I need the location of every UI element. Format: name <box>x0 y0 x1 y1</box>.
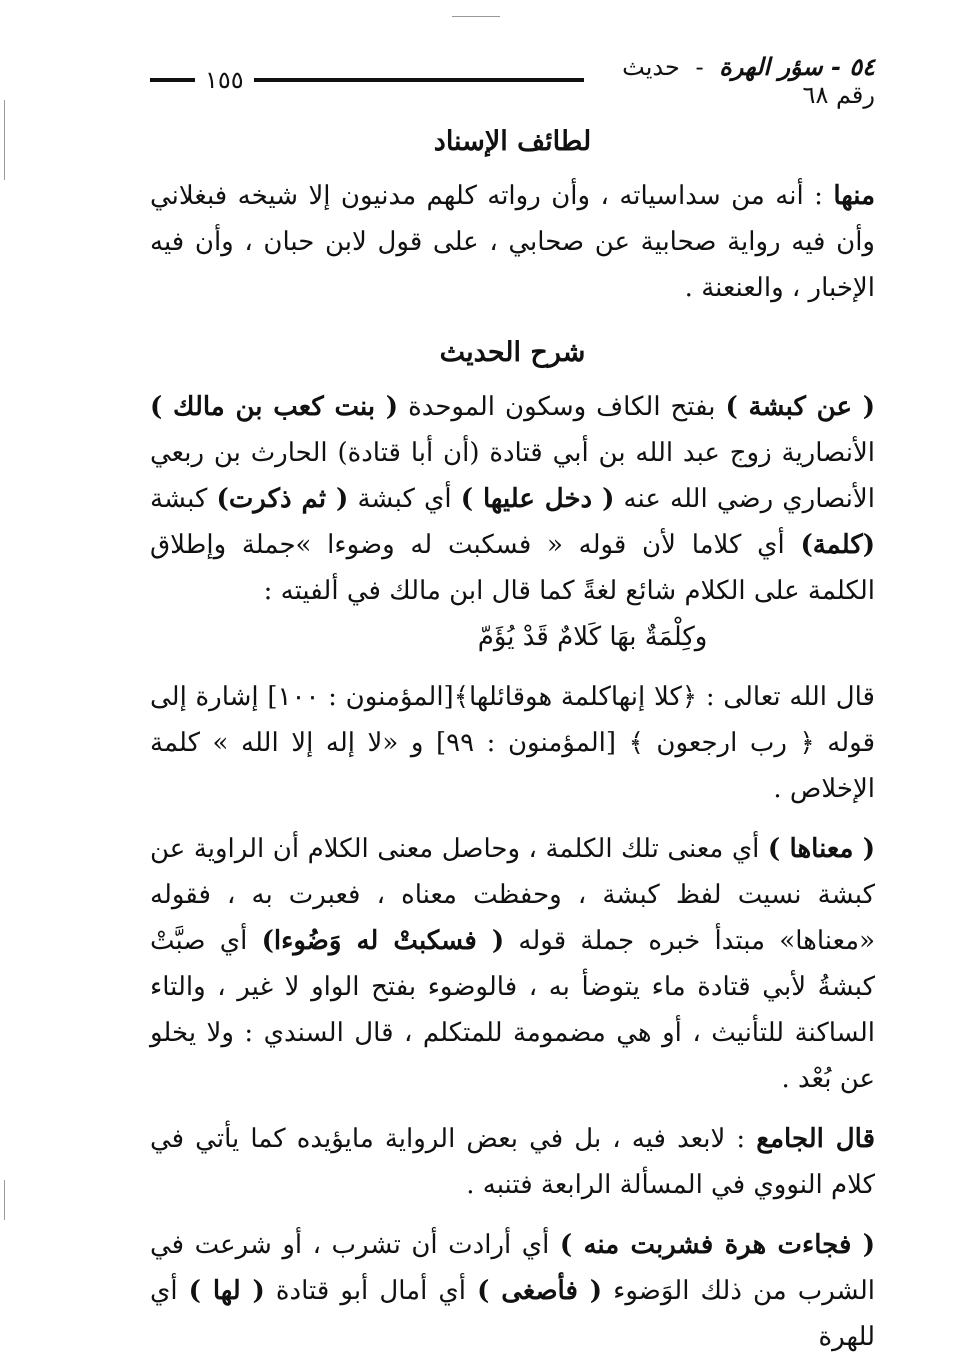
book-page <box>150 51 876 1360</box>
text-run: الحارث بن ربعي الأنصاري رضي الله عنه <box>150 438 875 514</box>
scan-mark-left <box>4 100 5 180</box>
text-run: أي للهرة <box>150 1276 875 1352</box>
hadith-number: حديث رقم ٦٨ <box>622 52 875 109</box>
bold-term: ( فجاءت هرة فشربت منه ) <box>559 1230 876 1260</box>
paragraph-4 <box>150 1116 875 1208</box>
bold-term: ( فسكبتْ له وَضُوءا) <box>261 926 505 956</box>
sharh-heading: شرح الحديث <box>439 337 586 368</box>
header-separator: - <box>695 52 704 81</box>
text-run: (أن أبا قتادة) <box>337 438 480 468</box>
page-number: ١٥٥ <box>205 66 244 94</box>
isnad-text: : أنه من سداسياته ، وأن رواته كلهم مدنيون إلا شيخه فبغلاني وأن فيه رواية صحابية عن صحابي ، على قول لابن حبان ، وأن فيه الإخبار ، والعنعنة . <box>150 181 875 303</box>
bold-term: ( معناها ) <box>767 834 875 864</box>
text-run: أي أمال أبو قتادة <box>264 1276 478 1306</box>
text-run: أي كلاما لأن قوله « فسكبت له وضوءا »جملة وإطلاق الكلمة على الكلام شائع لغةً كما قال ابن مالك في ألفيته : <box>150 530 875 606</box>
running-header <box>150 51 875 109</box>
poetry-verse: وكِلْمَةٌ بهَا كَلامٌ قَدْ يُؤَمّ <box>477 622 708 652</box>
bold-term: ( بنت كعب بن مالك ) <box>150 392 399 422</box>
rule-right <box>254 78 584 82</box>
bold-term: ( ثم ذكرت) <box>216 484 349 514</box>
chapter-title: ٥٤ - سؤر الهرة <box>719 51 875 81</box>
text-run: أي كبشة <box>348 484 461 514</box>
scan-mark-top <box>452 16 500 17</box>
isnad-label: منها <box>833 181 875 211</box>
paragraph-1 <box>150 384 875 614</box>
isnad-heading: لطائف الإسناد <box>433 126 592 157</box>
text-run: الأنصارية زوج عبد الله بن أبي قتادة <box>479 438 875 468</box>
paragraph-2: قال الله تعالى : ﴿كلا إنهاكلمة هوقائلها﴾[المؤمنون : ١٠٠] إشارة إلى قوله ﴿ رب ارجعون ﴾ [المؤمنون : ٩٩] و «لا إله إلا الله » كلمة الإخلاص . <box>150 682 875 804</box>
scan-mark-left-bottom <box>4 1180 5 1220</box>
bold-term: قال الجامع <box>756 1124 875 1154</box>
text-run: أي صبَّتْ كبشةُ لأبي قتادة ماء يتوضأ به ، فالوضوء بفتح الواو لا غير ، والتاء الساكنة للتأنيث ، أو هي مضمومة للمتكلم ، قال السندي : ولا يخلو عن بُعْد . <box>150 926 875 1094</box>
text-run: أي معنى تلك الكلمة ، وحاصل معنى الكلام أن الراوية عن كبشة نسيت لفظ كبشة ، وحفظت معناه ، فعبرت به ، فقوله «معناها» مبتدأ خبره جملة قوله <box>150 834 875 956</box>
bold-term: ( لها ) <box>188 1276 265 1306</box>
page-number-group <box>150 66 584 94</box>
paragraph-3 <box>150 826 875 1102</box>
text-run: كبشة <box>150 484 217 514</box>
text-run: بفتح الكاف وسكون الموحدة <box>398 392 726 422</box>
text-run: : لابعد فيه ، بل في بعض الرواية مايؤيده كما يأتي في كلام النووي في المسألة الرابعة فتنبه . <box>150 1124 875 1200</box>
paragraph-5 <box>150 1222 875 1360</box>
bold-term: ( فأصغى ) <box>477 1276 603 1306</box>
bold-term: (كلمة) <box>800 530 875 560</box>
rule-left <box>150 78 195 82</box>
text-run: أي أرادت أن تشرب ، أو شرعت في الشرب من ذلك الوَضوء <box>150 1230 875 1306</box>
bold-term: ( عن كبشة ) <box>725 392 876 422</box>
isnad-paragraph <box>150 173 875 311</box>
bold-term: ( دخل عليها ) <box>460 484 615 514</box>
header-title-group <box>584 52 875 109</box>
